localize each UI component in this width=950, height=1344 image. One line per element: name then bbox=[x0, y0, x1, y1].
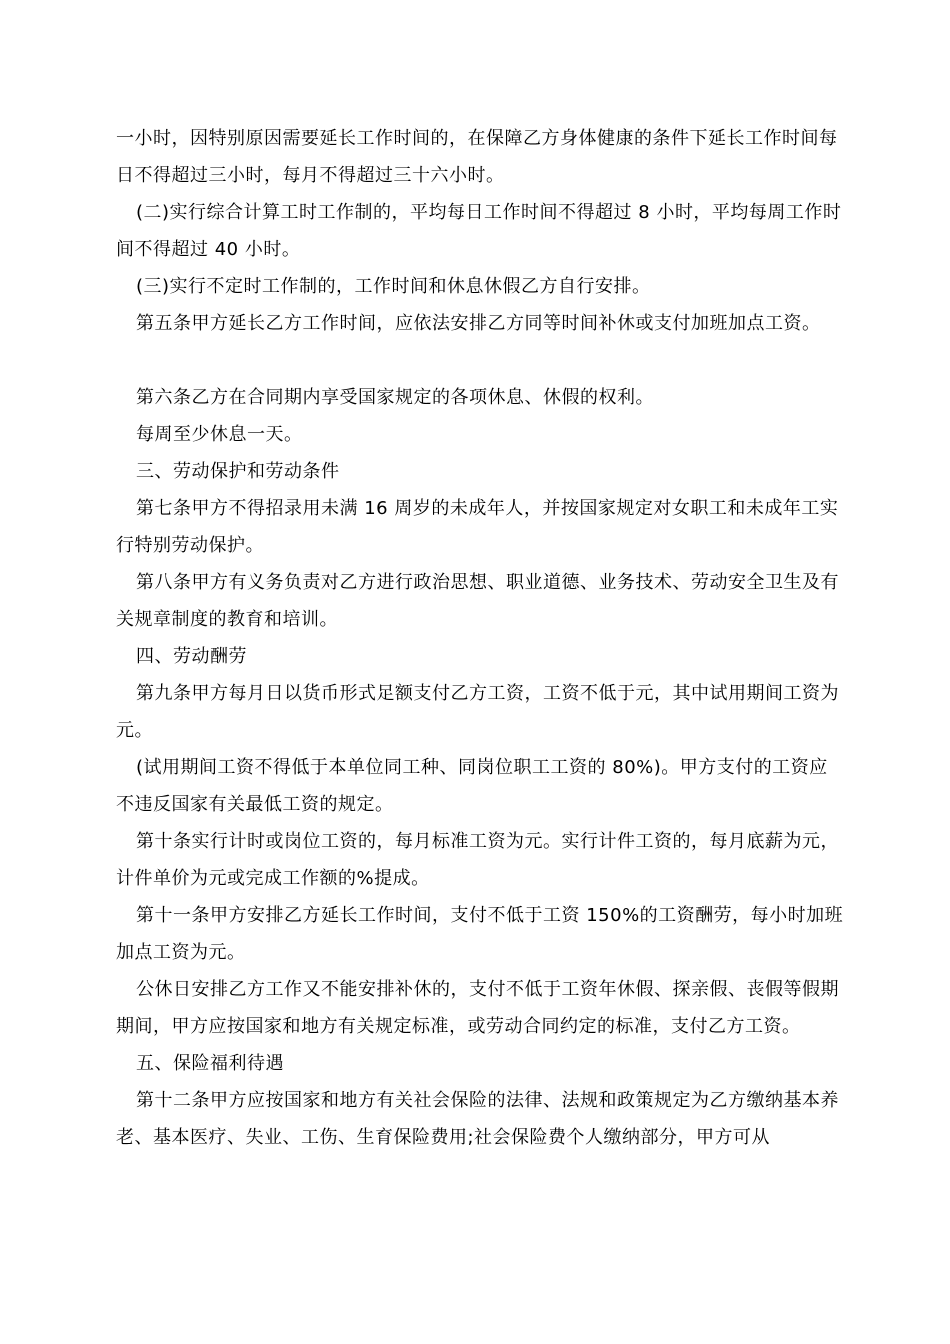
section-heading-remuneration: 四、劳动酬劳 bbox=[136, 646, 247, 667]
paragraph-article-5: 第五条甲方延长乙方工作时间，应依法安排乙方同等时间补休或支付加班加点工资。 bbox=[136, 313, 821, 334]
paragraph-article-10: 第十条实行计时或岗位工资的，每月标准工资为元。实行计件工资的，每月底薪为元，计件单价为元或完成工作额的%提成。 bbox=[116, 831, 839, 889]
section-heading-labor-protection: 三、劳动保护和劳动条件 bbox=[136, 461, 340, 482]
paragraph-spacer bbox=[116, 342, 846, 379]
paragraph-article-11: 第十一条甲方安排乙方延长工作时间，支付不低于工资 150%的工资酬劳，每小时加班加点工资为元。 bbox=[116, 905, 844, 963]
paragraph-article-7: 第七条甲方不得招录用未满 16 周岁的未成年人，并按国家规定对女职工和未成年工实行特别劳动保护。 bbox=[116, 498, 839, 556]
document-body bbox=[116, 120, 846, 1156]
paragraph-flexible-hours: (三)实行不定时工作制的，工作时间和休息休假乙方自行安排。 bbox=[136, 276, 651, 297]
paragraph-probation-wage: (试用期间工资不得低于本单位同工种、同岗位职工工资的 80%)。甲方支付的工资应不违反国家有关最低工资的规定。 bbox=[116, 757, 828, 815]
paragraph-article-9: 第九条甲方每月日以货币形式足额支付乙方工资，工资不低于元，其中试用期间工资为元。 bbox=[116, 683, 839, 741]
paragraph-comprehensive-hours: (二)实行综合计算工时工作制的，平均每日工作时间不得超过 8 小时，平均每周工作时间不得超过 40 小时。 bbox=[116, 202, 842, 260]
paragraph-article-6: 第六条乙方在合同期内享受国家规定的各项休息、休假的权利。 bbox=[136, 387, 654, 408]
paragraph-continued-overtime: 一小时，因特别原因需要延长工作时间的，在保障乙方身体健康的条件下延长工作时间每日不得超过三小时，每月不得超过三十六小时。 bbox=[116, 128, 838, 186]
paragraph-holiday-work: 公休日安排乙方工作又不能安排补休的，支付不低于工资年休假、探亲假、丧假等假期期间，甲方应按国家和地方有关规定标准，或劳动合同约定的标准，支付乙方工资。 bbox=[116, 979, 839, 1037]
paragraph-article-12: 第十二条甲方应按国家和地方有关社会保险的法律、法规和政策规定为乙方缴纳基本养老、基本医疗、失业、工伤、生育保险费用;社会保险费个人缴纳部分，甲方可从 bbox=[116, 1090, 839, 1148]
section-heading-insurance: 五、保险福利待遇 bbox=[136, 1053, 284, 1074]
paragraph-weekly-rest: 每周至少休息一天。 bbox=[136, 424, 303, 445]
paragraph-article-8: 第八条甲方有义务负责对乙方进行政治思想、职业道德、业务技术、劳动安全卫生及有关规章制度的教育和培训。 bbox=[116, 572, 839, 630]
